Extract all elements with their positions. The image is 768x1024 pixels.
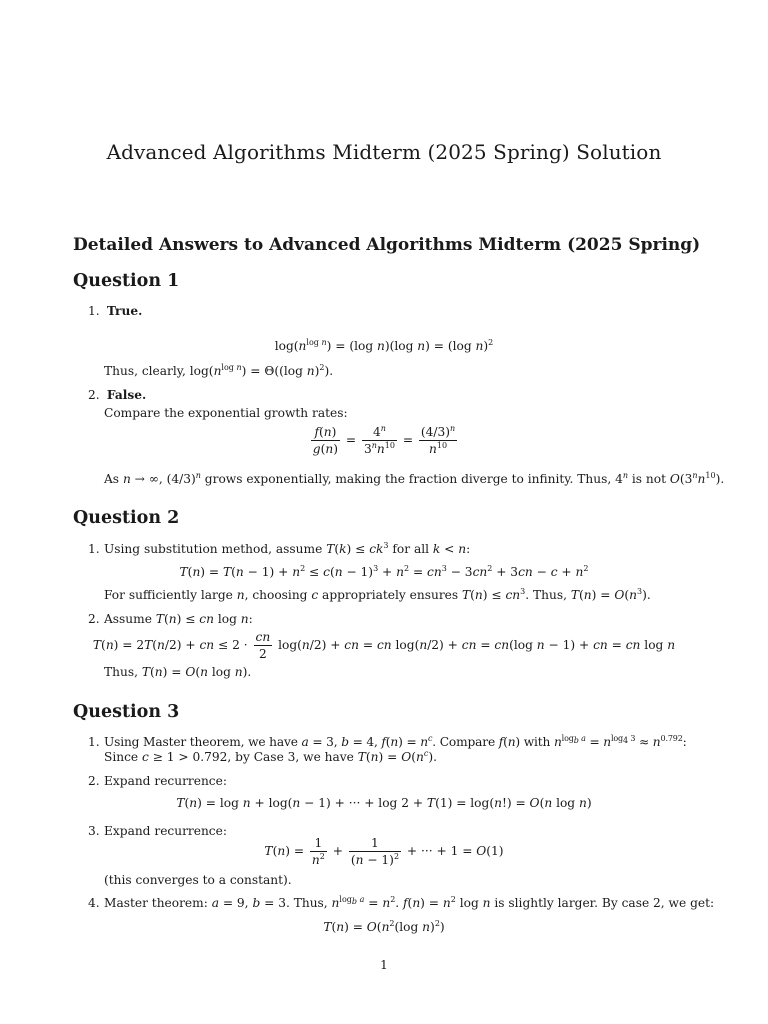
question-2-heading: Question 2 — [73, 508, 180, 528]
q1-item-2-conclusion: As n → ∞, $(4/3)^n$ grows exponentially, making the fraction diverge to infinity. Thus, 4$^n$ is not $O(3^nn^{10})$. — [104, 471, 725, 486]
q1-item-1-equation: $\log(n^{log n}) = (\log$ n)(log n) = (log n)$^2$ — [274, 338, 494, 353]
question-3-heading: Question 3 — [73, 702, 180, 722]
q3-item-3-equation: T(n) = $\frac{1}{n^2}$ + $\frac{1}{(n - 1)^2}$ + ··· + 1 = O(1) — [264, 836, 504, 867]
q3-item-3-conclusion: (this converges to a constant). — [104, 873, 292, 887]
q3-item-1-text: Using Master theorem, we have a = 3, b = 4, $f(n) = n^c$. Compare f(n) with $n^{log_b a} = n^{log_4 3} \approx n^{0.792}$: — [104, 734, 687, 749]
q3-item-2: 2. — [88, 774, 100, 788]
q1-item-1-conclusion: Thus, clearly, $\log(n^{log n}) = \Theta((\log$ n)$^2$). — [104, 363, 334, 378]
q3-item-3: 3. — [88, 824, 100, 838]
q3-item-4-text: Master theorem: a = 9, b = 3. Thus, $n^{log_b a} = n^2$. $f(n) = n^2$ log n is slightly larger. By case 2, we get: — [104, 895, 715, 910]
section-title: Detailed Answers to Advanced Algorithms Midterm (2025 Spring) — [73, 235, 701, 255]
q1-item-1-answer: True. — [106, 304, 143, 318]
page-number: 1 — [380, 958, 388, 972]
q2-item-1: 1. — [88, 542, 100, 556]
q3-item-1-text2: Since c ≥ 1 > 0.792, by Case 3, we have $T(n) = O(n^c)$. — [104, 749, 437, 764]
q2-item-2-conclusion: Thus, T(n) = O(n log n). — [104, 665, 252, 679]
page-title: Advanced Algorithms Midterm (2025 Spring) Solution — [106, 140, 662, 164]
q2-item-1-text: Using substitution method, assume $T(k) \le ck^3$ for all k < n: — [104, 541, 471, 556]
question-1-heading: Question 1 — [73, 271, 180, 291]
q2-item-1-equation: $T(n) = T(n - 1) + n^2 \le c(n - 1)^3 + n^2 = cn^3 - 3cn^2 + 3cn - c + n^2$ — [179, 564, 589, 579]
q3-item-3-text: Expand recurrence: — [104, 824, 227, 838]
q3-item-2-equation: T(n) = log n + log(n − 1) + ··· + log 2 + T(1) = log(n!) = O(n log n) — [176, 796, 592, 810]
q2-item-1-conclusion: For sufficiently large n, choosing c appropriately ensures $T(n) \le cn^3$. Thus, $T(n) = O(n^3)$. — [104, 587, 651, 602]
q1-item-2-answer: False. — [106, 388, 147, 402]
q3-item-1: 1. — [88, 735, 100, 749]
q1-item-2: 2. False. — [88, 388, 147, 402]
q3-item-4: 4. — [88, 896, 100, 910]
q1-item-2-intro: Compare the exponential growth rates: — [104, 406, 348, 420]
q2-item-2-equation: T(n) = 2T(n/2) + cn ≤ 2 · $\frac{cn}{2}$ log(n/2) + cn = cn log(n/2) + cn = cn(log n − 1) + cn = cn log n — [92, 630, 676, 661]
q1-item-1: 1. True. — [88, 304, 143, 318]
q3-item-4-equation: $T(n) = O(n^2(\log$ n)$^2$) — [323, 919, 445, 934]
q2-item-2: 2. — [88, 612, 100, 626]
q2-item-2-text: Assume T(n) ≤ cn log n: — [104, 612, 253, 626]
q1-item-2-equation: $\frac{f(n)}{g(n)}$ = $\frac{4^n}{3^nn^{10}}$ = $\frac{(4/3)^n}{n^{10}}$ — [312, 424, 456, 456]
q3-item-2-text: Expand recurrence: — [104, 774, 227, 788]
